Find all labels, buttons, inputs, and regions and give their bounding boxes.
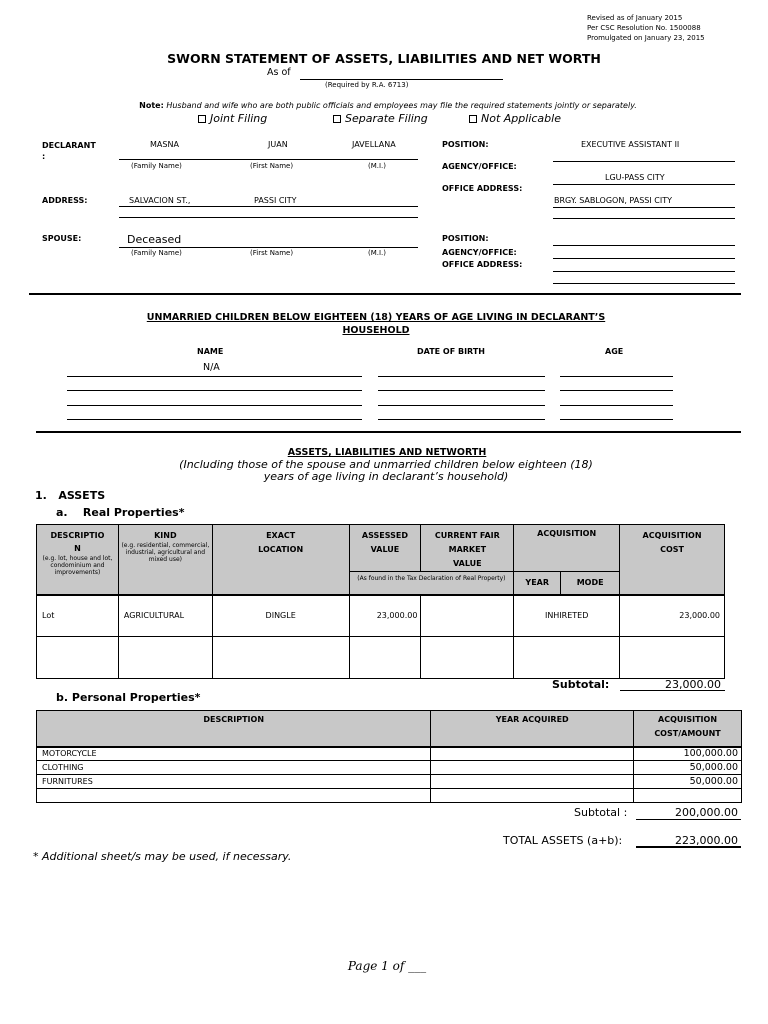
table-row [37,637,725,679]
address-street: SALVACION ST., [129,196,191,205]
child-name-line[interactable] [67,376,362,377]
alnw-heading: ASSETS, LIABILITIES AND NETWORTH [287,447,487,458]
spouse-mi-caption: (M.I.) [368,249,387,257]
position-label: POSITION: [442,140,489,149]
divider [29,293,741,295]
table-row [37,595,725,637]
page-title: SWORN STATEMENT OF ASSETS, LIABILITIES AND NET WORTH [167,51,601,66]
col-dob: DATE OF BIRTH [417,347,485,356]
header-location: EXACT LOCATION [212,525,349,595]
spouse-office-line-2[interactable] [553,283,735,284]
personal-subtotal-label: Subtotal : [574,806,628,819]
address-line-2[interactable] [119,217,418,218]
col-age: AGE [605,347,624,356]
spouse-agency-line[interactable] [553,258,735,259]
spouse-agency-label: AGENCY/OFFICE: [442,248,517,257]
agency-line[interactable] [553,184,735,185]
address-line[interactable] [119,206,418,207]
child-name-line[interactable] [67,390,362,391]
child-dob-line[interactable] [378,376,545,377]
office-address-label: OFFICE ADDRESS: [442,184,523,193]
table-row [37,789,742,803]
header-personal-cost: ACQUISITION COST/AMOUNT [634,711,742,747]
personal-subtotal-line [636,819,741,820]
personal-cost-cell[interactable]: 50,000.00 [634,775,742,789]
empty-cell[interactable] [118,637,212,679]
header-acquisition-cost: ACQUISITION COST [620,525,725,595]
table-row [37,761,742,775]
spouse-first-caption: (First Name) [250,249,294,257]
child-dob-line[interactable] [378,405,545,406]
child-age-line[interactable] [560,376,673,377]
mi-caption: (M.I.) [368,162,387,170]
filing-option-joint[interactable]: Joint Filing [198,112,267,125]
checkbox-icon[interactable] [469,115,477,123]
empty-cell[interactable] [349,637,421,679]
personal-description-cell[interactable] [37,789,431,803]
declarant-label: DECLARANT : [42,141,96,161]
real-subtotal-line [620,690,725,691]
spouse-name-line[interactable] [119,247,418,248]
spouse-position-line[interactable] [553,245,735,246]
spouse-name: Deceased [127,233,182,246]
empty-cell[interactable] [620,637,725,679]
personal-cost-cell[interactable]: 50,000.00 [634,761,742,775]
personal-properties-table [36,710,742,803]
spouse-office-label: OFFICE ADDRESS: [442,260,523,269]
spouse-position-label: POSITION: [442,234,489,243]
total-assets-value: 223,000.00 [675,834,738,847]
child-age-line[interactable] [560,390,673,391]
address-label: ADDRESS: [42,196,88,205]
as-of-label: As of [267,67,291,78]
real-properties-heading: a. Real Properties* [56,506,185,519]
office-address-line-2[interactable] [553,218,735,219]
checkbox-icon[interactable] [198,115,206,123]
real-fair-market-cell[interactable] [421,595,514,637]
family-name-caption: (Family Name) [131,162,182,170]
revision-note: Revised as of January 2015 Per CSC Resolution No. 1500088 Promulgated on January 23, 2015 [587,14,705,42]
spouse-family-caption: (Family Name) [131,249,182,257]
checkbox-icon[interactable] [333,115,341,123]
personal-cost-cell[interactable]: 100,000.00 [634,747,742,761]
real-properties-table [36,524,725,679]
col-name: NAME [197,347,224,356]
child-name-line[interactable] [67,405,362,406]
personal-year-cell[interactable] [431,775,634,789]
position-line[interactable] [553,161,735,162]
child-age-line[interactable] [560,419,673,420]
filing-option-separate[interactable]: Separate Filing [333,112,428,125]
header-assessed: ASSESSED VALUE [349,525,421,572]
children-heading-2: HOUSEHOLD [342,325,410,336]
alnw-sub-2: years of age living in declarant’s household) [263,470,509,483]
table-row [37,775,742,789]
personal-year-cell[interactable] [431,789,634,803]
declarant-family-name: MASNA [150,140,179,149]
header-kind: KIND (e.g. residential, commercial, industrial, agricultural and mixed use) [118,525,212,595]
real-location-cell[interactable]: DINGLE [212,595,349,637]
real-subtotal-value: 23,000.00 [665,678,721,691]
note: Note: Husband and wife who are both public officials and employees may file the required statements jointly or separately. [139,101,637,110]
declarant-mi: JAVELLANA [352,140,396,149]
header-fair-market: CURRENT FAIR MARKET VALUE [421,525,514,572]
header-acquisition: ACQUISITION [514,525,620,572]
table-row [37,747,742,761]
page-number: Page 1 of ___ [347,959,427,973]
personal-properties-heading: b. Personal Properties* [56,691,201,704]
header-year: YEAR [514,572,561,595]
personal-description-cell[interactable]: CLOTHING [37,761,431,775]
agency-label: AGENCY/OFFICE: [442,162,517,171]
total-assets-label: TOTAL ASSETS (a+b): [503,834,623,847]
divider [36,431,741,433]
personal-year-cell[interactable] [431,747,634,761]
required-by: (Required by R.A. 6713) [325,81,409,89]
empty-cell[interactable] [421,637,514,679]
spouse-label: SPOUSE: [42,234,82,243]
header-mode: MODE [561,572,620,595]
declarant-first-name: JUAN [268,140,288,149]
office-address-value: BRGY. SABLOGON, PASSI CITY [554,196,672,205]
real-assessed-cell[interactable]: 23,000.00 [349,595,421,637]
office-address-line[interactable] [553,207,735,208]
alnw-sub: (Including those of the spouse and unmarried children below eighteen (18) [179,458,593,471]
header-description: DESCRIPTIO N (e.g. lot, house and lot, condominium and improvements) [37,525,119,595]
children-heading: UNMARRIED CHILDREN BELOW EIGHTEEN (18) YEARS OF AGE LIVING IN DECLARANT’S [146,312,606,323]
as-of-line[interactable] [300,79,503,80]
spouse-office-line[interactable] [553,271,735,272]
empty-cell[interactable] [514,637,620,679]
empty-cell[interactable] [212,637,349,679]
assets-heading: 1. ASSETS [35,489,106,502]
agency-value: LGU-PASS CITY [605,173,665,182]
total-assets-line [636,846,741,848]
additional-note: * Additional sheet/s may be used, if necessary. [33,850,292,863]
header-tax-note: (As found in the Tax Declaration of Real Property) [349,572,514,595]
header-personal-description: DESCRIPTION [37,711,431,747]
filing-option-na[interactable]: Not Applicable [469,112,561,125]
personal-subtotal-value: 200,000.00 [675,806,738,819]
empty-cell[interactable] [37,637,119,679]
real-acquisition-cell[interactable]: INHIRETED [514,595,620,637]
real-kind-cell[interactable]: AGRICULTURAL [118,595,212,637]
child-dob-line[interactable] [378,419,545,420]
personal-description-cell[interactable]: MOTORCYCLE [37,747,431,761]
declarant-name-line[interactable] [119,159,418,160]
real-cost-cell[interactable]: 23,000.00 [620,595,725,637]
child-dob-line[interactable] [378,390,545,391]
personal-cost-cell[interactable] [634,789,742,803]
personal-description-cell[interactable]: FURNITURES [37,775,431,789]
child-entry: N/A [203,362,220,373]
address-city: PASSI CITY [254,196,297,205]
personal-year-cell[interactable] [431,761,634,775]
first-name-caption: (First Name) [250,162,294,170]
real-subtotal-label: Subtotal: [552,678,610,691]
child-age-line[interactable] [560,405,673,406]
header-year-acquired: YEAR ACQUIRED [431,711,634,747]
position-value: EXECUTIVE ASSISTANT II [581,140,680,149]
real-description-cell[interactable]: Lot [37,595,119,637]
child-name-line[interactable] [67,419,362,420]
